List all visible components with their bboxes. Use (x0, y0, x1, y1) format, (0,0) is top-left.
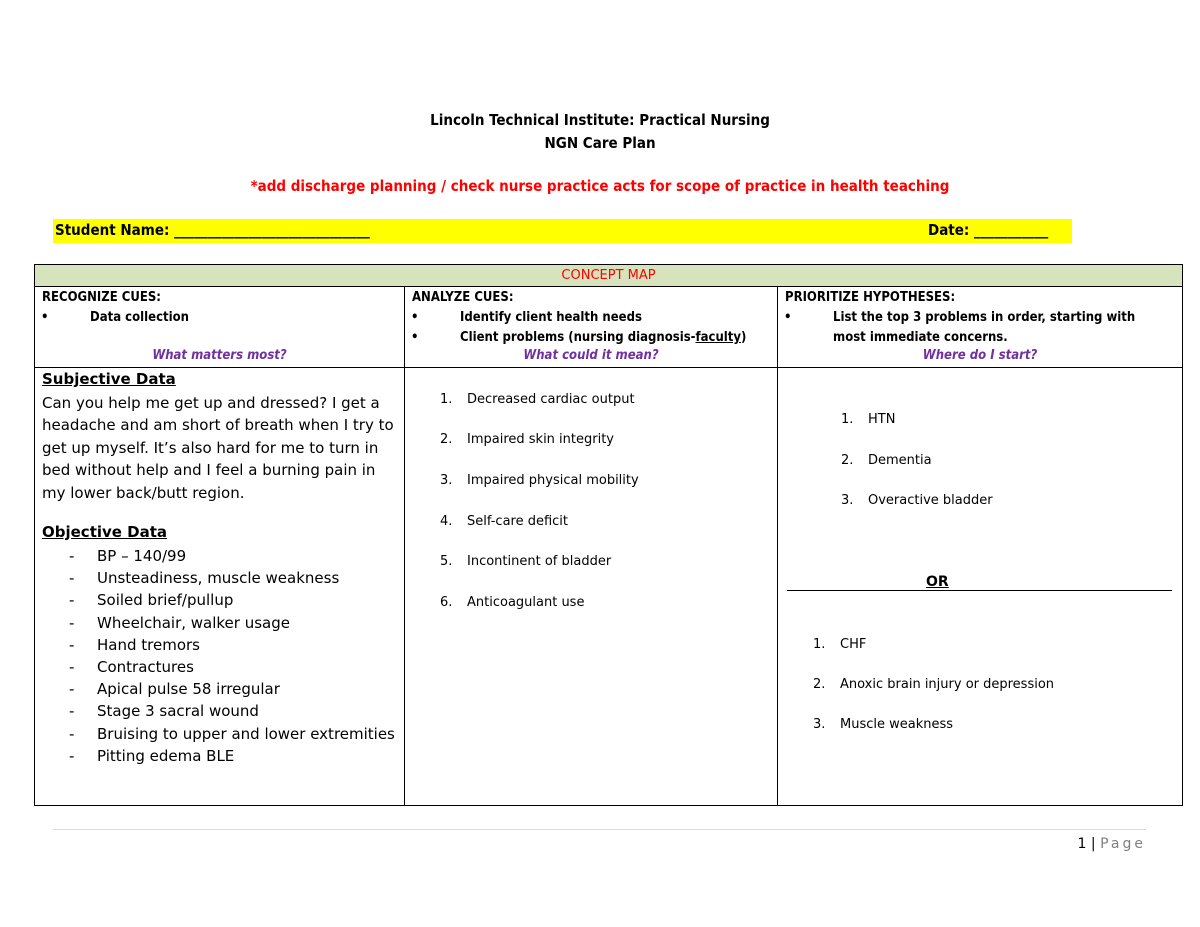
bullet-icon: • (784, 310, 792, 325)
list-item: 3. Muscle weakness (813, 717, 954, 732)
objective-data-list (35, 545, 395, 767)
bullet-item (41, 308, 404, 328)
list-item: 3. Impaired physical mobility (440, 473, 639, 488)
list-item: - Soiled brief/pullup (69, 591, 234, 610)
list-item: - Apical pulse 58 irregular (69, 680, 280, 699)
prioritize-hypotheses-title: PRIORITIZE HYPOTHESES: (785, 290, 956, 305)
recognize-question: What matters most? (152, 348, 287, 363)
or-divider (787, 590, 1172, 591)
page-separator: | (1090, 836, 1096, 852)
analyze-cues-title: ANALYZE CUES: (412, 290, 514, 305)
list-item: 2. Anoxic brain injury or depression (813, 677, 1055, 692)
prioritize-hypotheses-header (778, 287, 1183, 368)
page-footer (1078, 836, 1146, 852)
list-item: - Contractures (69, 657, 194, 676)
list-item: - Wheelchair, walker usage (69, 613, 290, 632)
list-item: - Pitting edema BLE (69, 746, 235, 765)
footer-divider (53, 829, 1146, 830)
bullet-text: List the top 3 problems in order, starting with most immediate concerns. (833, 310, 1136, 345)
list-item: 5. Incontinent of bladder (440, 554, 612, 569)
subjective-data-text: Can you help me get up and dressed? I get a headache and am short of breath when I try to get up myself. It’s also hard for me to turn in bed without help and I feel a burning pain in my lower back/butt region. (42, 394, 394, 502)
list-item: 2. Impaired skin integrity (440, 432, 614, 447)
analyze-cues-header (405, 287, 778, 368)
prioritize-hypotheses-cell (778, 368, 1183, 806)
bullet-item (411, 308, 774, 328)
list-item: - Hand tremors (69, 635, 200, 654)
list-item: - BP – 140/99 (69, 547, 187, 565)
list-item: 1. CHF (813, 637, 867, 652)
bullet-text: Data collection (90, 310, 189, 325)
list-item: 2. Dementia (841, 453, 932, 468)
bullet-text: Client problems (nursing diagnosis-faculty) (460, 330, 747, 345)
discharge-note: *add discharge planning / check nurse practice acts for scope of practice in health teaching (250, 177, 950, 195)
list-item: - Unsteadiness, muscle weakness (69, 569, 340, 588)
student-name-field[interactable]: Student Name: _____________________________ (55, 221, 370, 239)
analyze-question: What could it mean? (523, 348, 659, 363)
list-item: - Stage 3 sacral wound (69, 702, 259, 721)
recognize-cues-header (35, 287, 405, 368)
page-number: 1 (1077, 836, 1087, 852)
concept-map-header: CONCEPT MAP (35, 265, 1183, 287)
list-item: 3. Overactive bladder (841, 493, 993, 508)
list-item: - Bruising to upper and lower extremities (69, 724, 395, 743)
bullet-item (411, 328, 774, 348)
list-item: 1. Decreased cardiac output (440, 392, 635, 407)
subjective-data-heading: Subjective Data (42, 370, 176, 388)
date-field[interactable]: Date: ___________ (928, 221, 1049, 239)
bullet-text: Identify client health needs (460, 310, 642, 325)
list-item: 1. HTN (841, 412, 896, 427)
or-label: OR (926, 574, 949, 590)
bullet-item (784, 308, 1167, 348)
institution-title: Lincoln Technical Institute: Practical Nursing (430, 111, 770, 129)
list-item: 4. Self-care deficit (440, 514, 569, 529)
objective-data-heading: Objective Data (42, 523, 168, 541)
bullet-icon: • (411, 330, 419, 345)
recognize-cues-title: RECOGNIZE CUES: (42, 290, 161, 305)
list-item: 6. Anticoagulant use (440, 595, 585, 610)
prioritize-question: Where do I start? (922, 348, 1038, 363)
page-label: Page (1100, 836, 1146, 852)
plan-title: NGN Care Plan (544, 134, 656, 152)
bullet-icon: • (411, 310, 419, 325)
bullet-icon: • (41, 310, 49, 325)
